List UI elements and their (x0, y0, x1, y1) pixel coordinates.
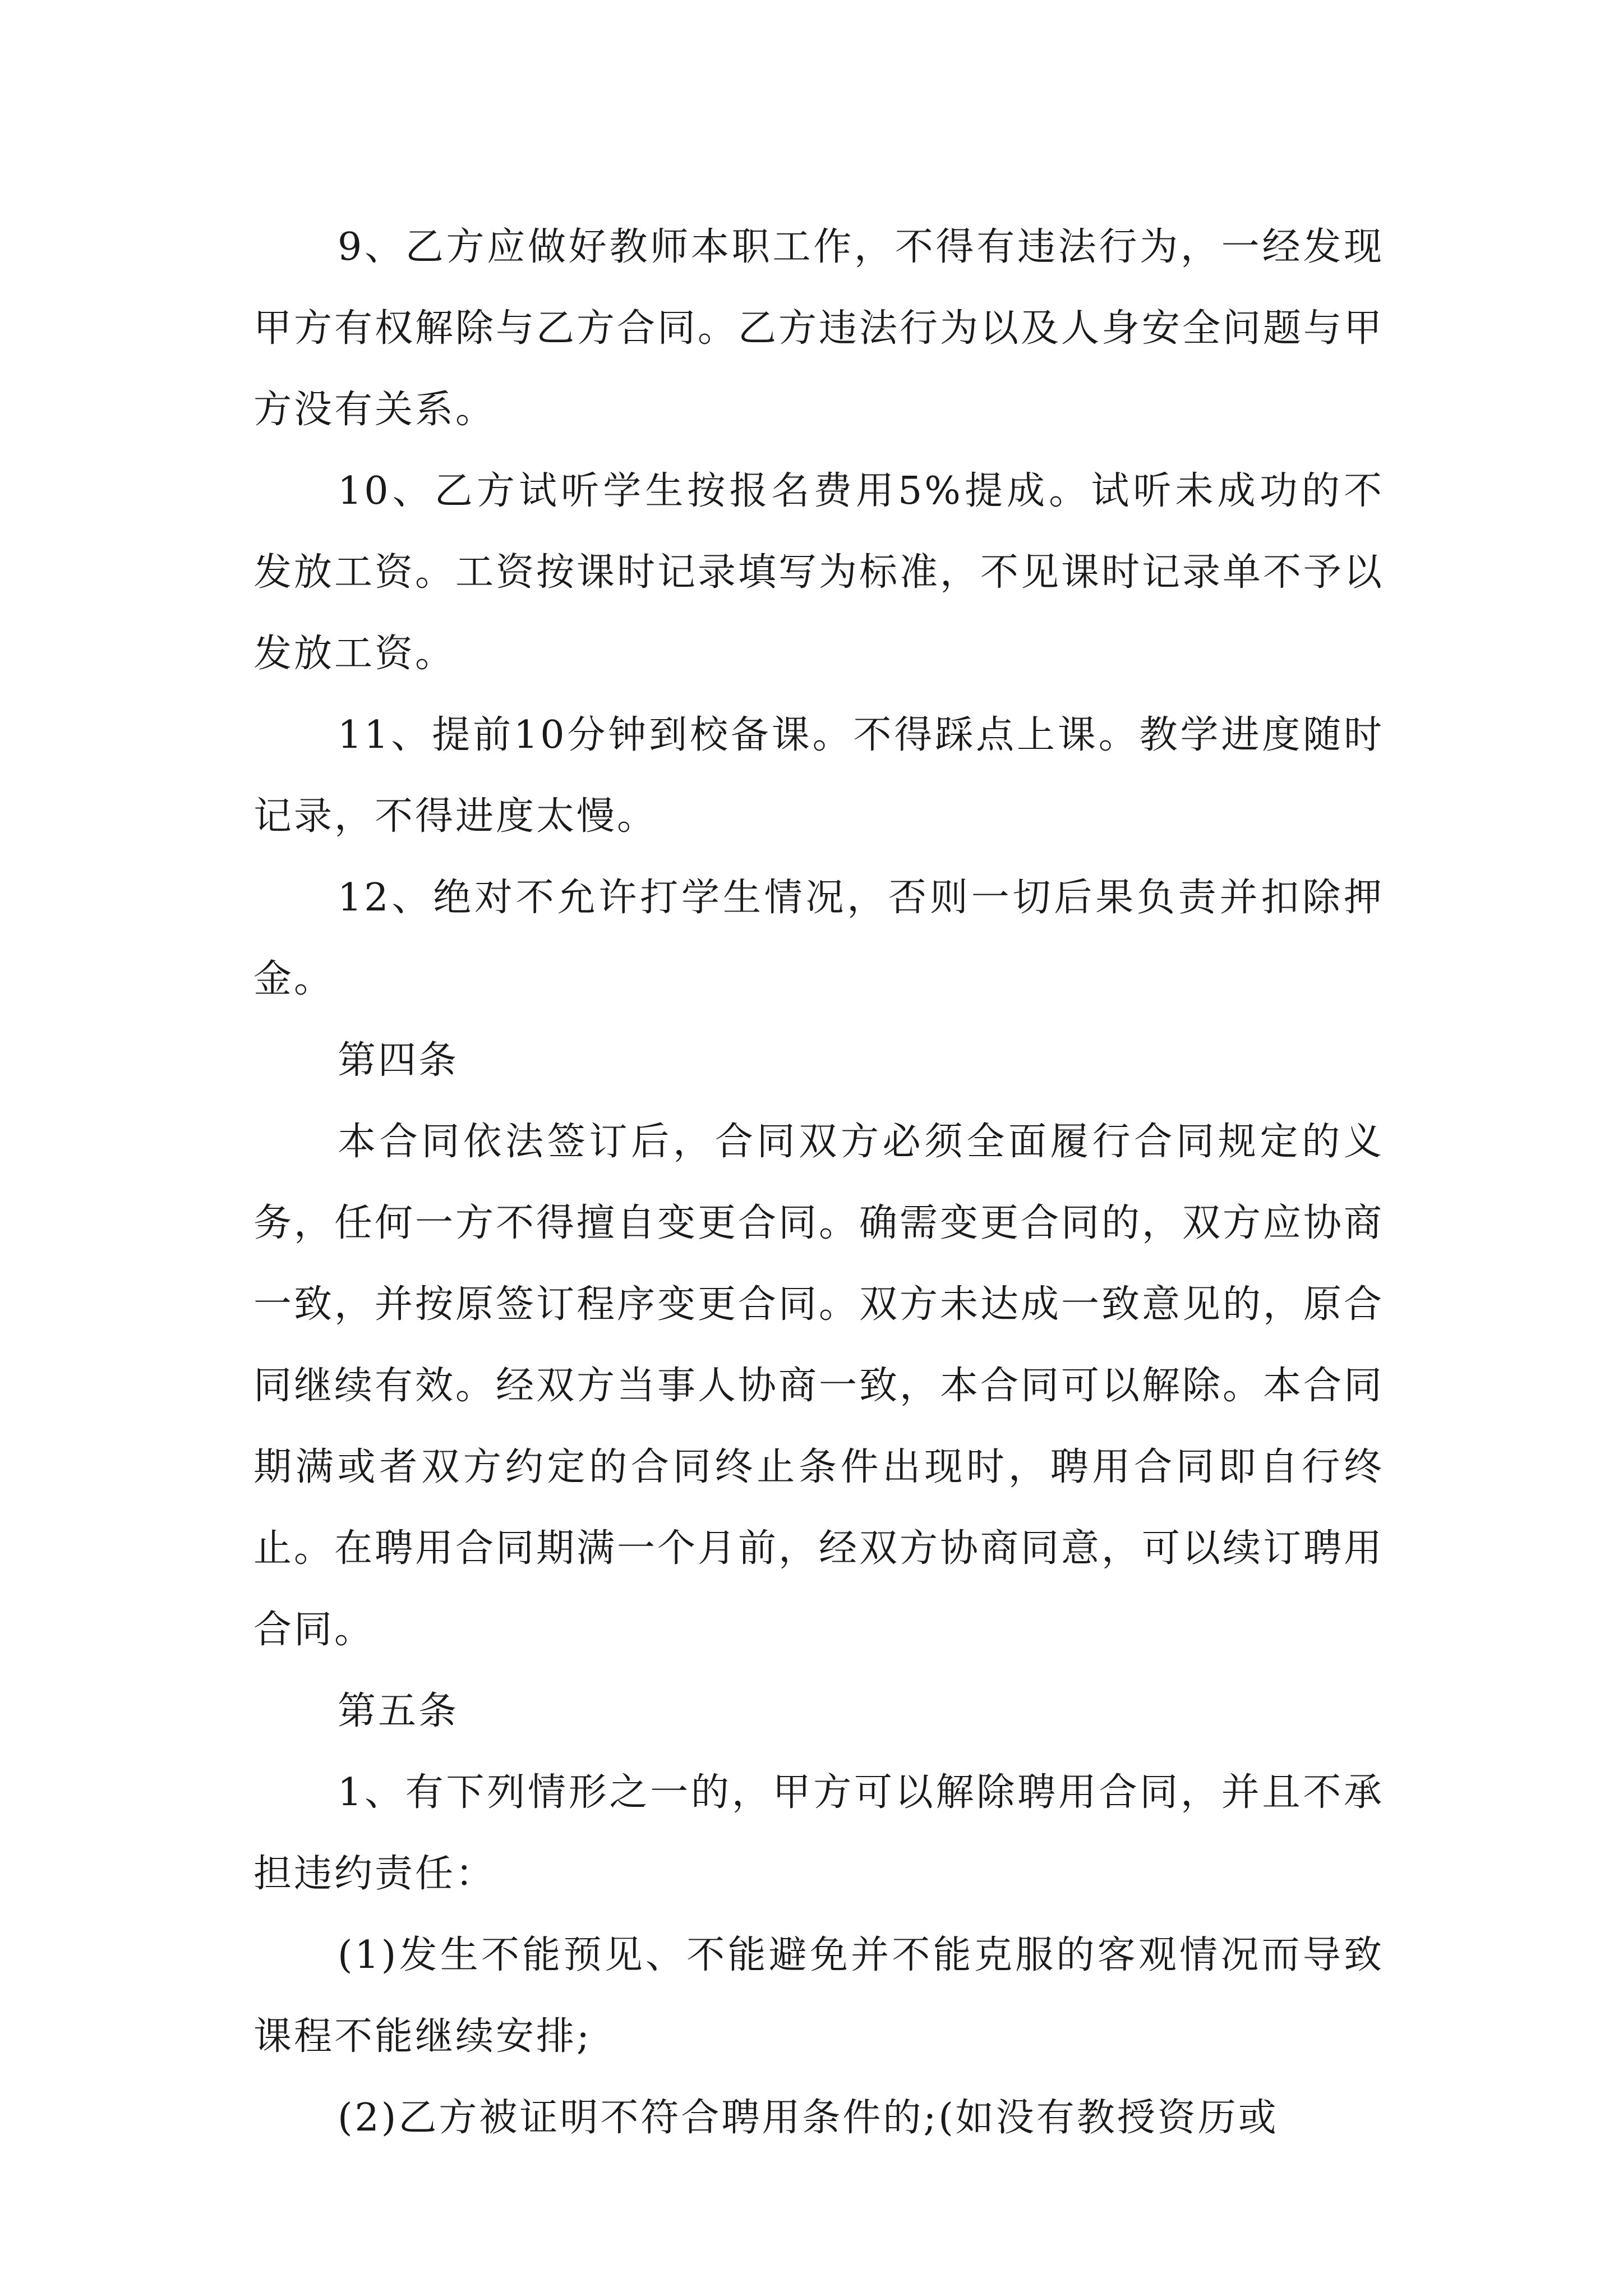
clause-12: 12、绝对不允许打学生情况，否则一切后果负责并扣除押金。 (253, 876, 1384, 1001)
article-5-subitem-2: (2)乙方被证明不符合聘用条件的;(如没有教授资历或 (338, 2096, 1279, 2140)
article-4-heading: 第四条 (338, 1038, 459, 1083)
clause-9: 9、乙方应做好教师本职工作，不得有违法行为，一经发现甲方有权解除与乙方合同。乙方违法行为以及人身安全问题与甲方没有关系。 (253, 225, 1385, 432)
article-5-heading: 第五条 (338, 1689, 459, 1733)
clause-11: 11、提前10分钟到校备课。不得踩点上课。教学进度随时记录，不得进度太慢。 (253, 713, 1384, 839)
document-body (253, 206, 1384, 2159)
clause-10: 10、乙方试听学生按报名费用5%提成。试听未成功的不发放工资。工资按课时记录填写为标准，不见课时记录单不予以发放工资。 (253, 469, 1385, 676)
article-4-body: 本合同依法签订后，合同双方必须全面履行合同规定的义务，任何一方不得擅自变更合同。确需变更合同的，双方应协商一致，并按原签订程序变更合同。双方未达成一致意见的，原合同继续有效。经双方当事人协商一致，本合同可以解除。本合同期满或者双方约定的合同终止条件出现时，聘用合同即自行终止。在聘用合同期满一个月前，经双方协商同意，可以续订聘用合同。 (253, 1120, 1385, 1652)
article-5-subitem-1: (1)发生不能预见、不能避免并不能克服的客观情况而导致课程不能继续安排; (253, 1933, 1384, 2059)
article-5-item-1: 1、有下列情形之一的，甲方可以解除聘用合同，并且不承担违约责任： (253, 1770, 1384, 1896)
